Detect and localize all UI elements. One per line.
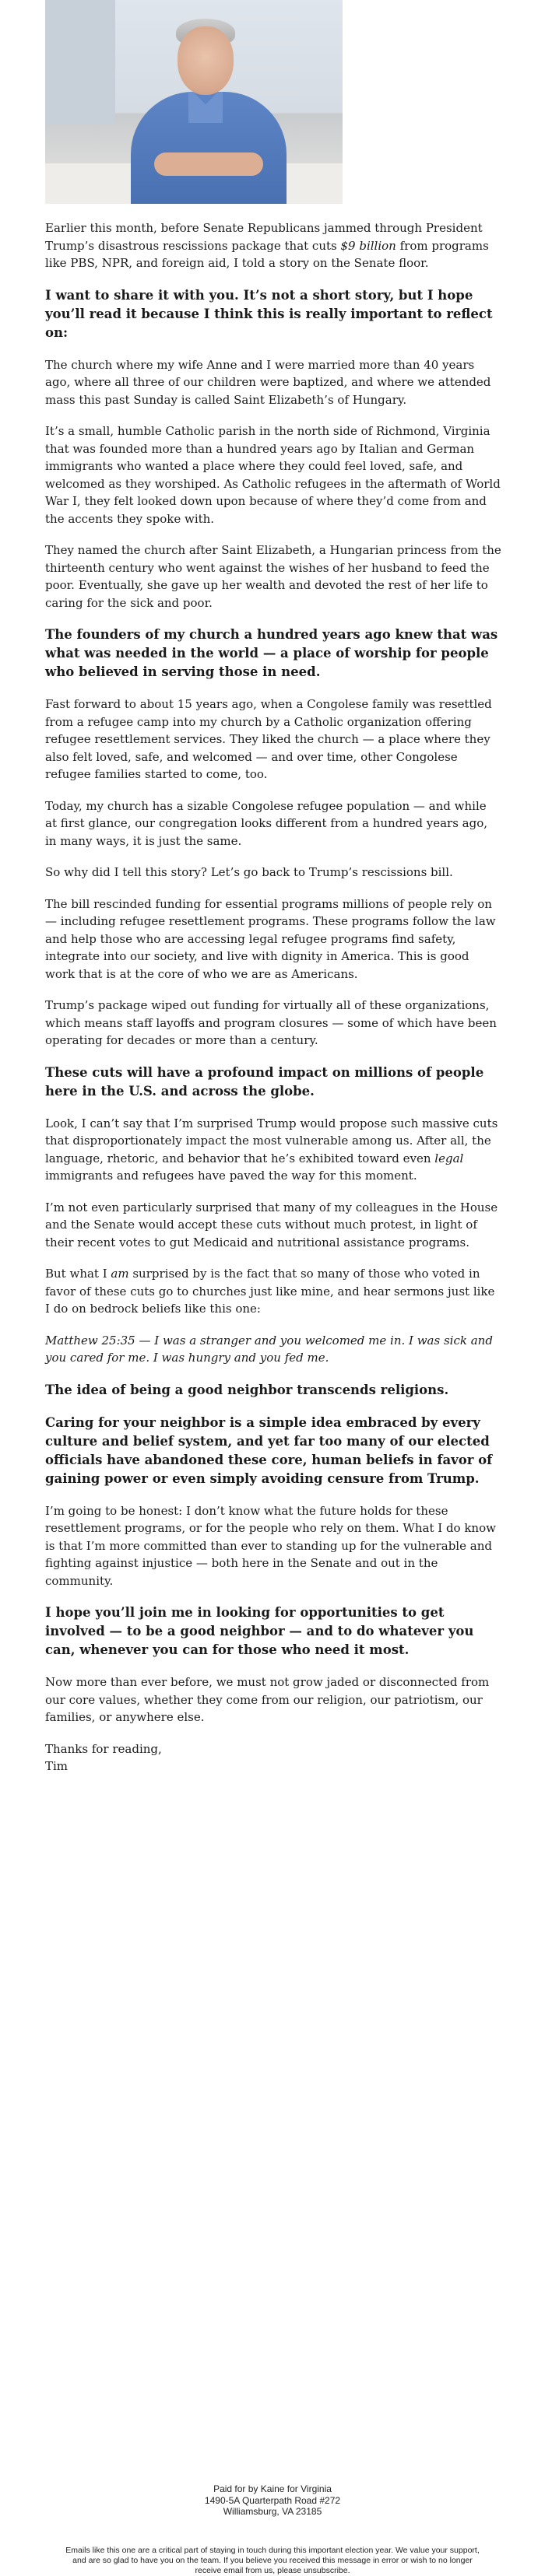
signature: Tim xyxy=(45,1759,69,1773)
text: immigrants and refugees have paved the way for this moment. xyxy=(45,1169,417,1183)
paragraph-18: Caring for your neighbor is a simple idea embraced by every culture and belief system, and yet far too many of our elected officials have abandoned these core, human beliefs in favor of gaining power or even simply avoiding censure from Trump. xyxy=(45,1414,493,1486)
photo-hands xyxy=(154,152,263,176)
paragraph-8: Today, my church has a sizable Congolese refugee population — and while at first glance, our congregation looks different from a hundred years ago, in many ways, it is just the same. xyxy=(45,798,488,848)
paragraph-21: Now more than ever before, we must not grow jaded or disconnected from our core values, whether they come from our religion, our patriotism, our families, or anywhere else. xyxy=(45,1675,490,1724)
text: surprised by is the fact that so many of those who voted in favor of these cuts go to churches just like mine, and hear sermons just like I do on bedrock beliefs like this one: xyxy=(45,1267,495,1316)
text: from programs like PBS, NPR, and foreign aid, I told a story on the Senate floor. xyxy=(45,238,489,270)
photo-wall xyxy=(45,0,115,124)
quote-text: Matthew 25:35 — I was a stranger and you welcomed me in. I was sick and you cared for me. I was hungry and you fed me. xyxy=(45,1333,493,1365)
paragraph-6: The founders of my church a hundred years ago knew that was what was needed in the world — a place of worship for people who believed in serving those in need. xyxy=(45,627,498,679)
paragraph-1 xyxy=(45,219,501,272)
text: Earlier this month, before Senate Republicans jammed through President Trump’s disastrous rescissions package that cuts xyxy=(45,221,483,253)
paragraph-7: Fast forward to about 15 years ago, when a Congolese family was resettled from a refugee camp into my church by a Catholic organization offering refugee resettlement services. They liked the church — a place where they also felt loved, safe, and welcomed — and over time, other Congolese refugee families started to come, too. xyxy=(45,697,492,781)
paragraph-17: The idea of being a good neighbor transcends religions. xyxy=(45,1382,449,1397)
paragraph-14: I’m not even particularly surprised that many of my colleagues in the House and the Senate would accept these cuts without much protest, in light of their recent votes to gut Medicaid and nutritional assistance programs. xyxy=(45,1200,498,1249)
paragraph-2: I want to share it with you. It’s not a short story, but I hope you’ll read it because I think this is really important to reflect on: xyxy=(45,287,493,340)
header-photo xyxy=(45,0,343,204)
paragraph-20: I hope you’ll join me in looking for opportunities to get involved — to be a good neighbor — and to do whatever you can, whenever you can for those who need it most. xyxy=(45,1605,474,1657)
paragraph-9: So why did I tell this story? Let’s go back to Trump’s rescissions bill. xyxy=(45,865,453,879)
address-line-1: 1490-5A Quarterpath Road #272 xyxy=(204,2494,341,2506)
address-line-2: Williamsburg, VA 23185 xyxy=(223,2506,322,2517)
text: But what I xyxy=(45,1267,111,1281)
paragraph-12: These cuts will have a profound impact on millions of people here in the U.S. and across the globe. xyxy=(45,1064,484,1099)
sign-off xyxy=(45,1740,501,1775)
paragraph-11: Trump’s package wiped out funding for virtually all of these organizations, which means staff layoffs and program closures — some of which have been operating for decades or more than a century. xyxy=(45,998,497,1047)
paragraph-5: They named the church after Saint Elizabeth, a Hungarian princess from the thirteenth century who went against the wishes of her husband to feed the poor. Eventually, she gave up her wealth and devoted the rest of her life to caring for the sick and poor. xyxy=(45,543,501,610)
photo-collar xyxy=(188,92,223,123)
closing-line: Thanks for reading, xyxy=(45,1741,162,1756)
paid-for-line: Paid for by Kaine for Virginia xyxy=(213,2483,332,2494)
scripture-quote xyxy=(45,1332,501,1367)
amount-emphasis: $9 billion xyxy=(340,238,396,253)
letter-content xyxy=(45,219,501,1775)
paragraph-4: It’s a small, humble Catholic parish in the north side of Richmond, Virginia that was founded more than a hundred years ago by Italian and German immigrants who wanted a place where they could feel loved, safe, and welcomed as they worshiped. As Catholic refugees in the aftermath of World War I, they felt looked down upon because of where they’d come from and the accents they spoke with. xyxy=(45,424,501,526)
paid-for-notice xyxy=(0,2483,545,2518)
paragraph-10: The bill rescinded funding for essential programs millions of people rely on — including refugee resettlement programs. These programs follow the law and help those who are accessing legal refugee programs find safety, integrate into our society, and live with dignity in America. This is good work that is at the core of who we are as Americans. xyxy=(45,896,496,981)
paragraph-3: The church where my wife Anne and I were married more than 40 years ago, where all three of our children were baptized, and where we attended mass this past Sunday is called Saint Elizabeth’s of Hungary. xyxy=(45,357,491,407)
paragraph-13 xyxy=(45,1115,501,1185)
legal-emphasis: legal xyxy=(434,1151,464,1165)
photo-head xyxy=(178,26,234,95)
am-emphasis: am xyxy=(111,1267,129,1281)
paragraph-15 xyxy=(45,1265,501,1318)
unsubscribe-notice[interactable]: Emails like this one are a critical part of staying in touch during this important election year. We value your support, and are so glad to have you on the team. If you believe you received this message in error or wish to no longer receive email from us, please unsubscribe. xyxy=(65,2546,480,2575)
paragraph-19: I’m going to be honest: I don’t know what the future holds for these resettlement programs, or for the people who rely on them. What I do know is that I’m more committed than ever to standing up for the vulnerable and fighting against injustice — both here in the Senate and out in the community. xyxy=(45,1503,496,1588)
text: Look, I can’t say that I’m surprised Trump would propose such massive cuts that disproportionately impact the most vulnerable among us. After all, the language, rhetoric, and behavior that he’s exhibited toward even xyxy=(45,1116,498,1165)
